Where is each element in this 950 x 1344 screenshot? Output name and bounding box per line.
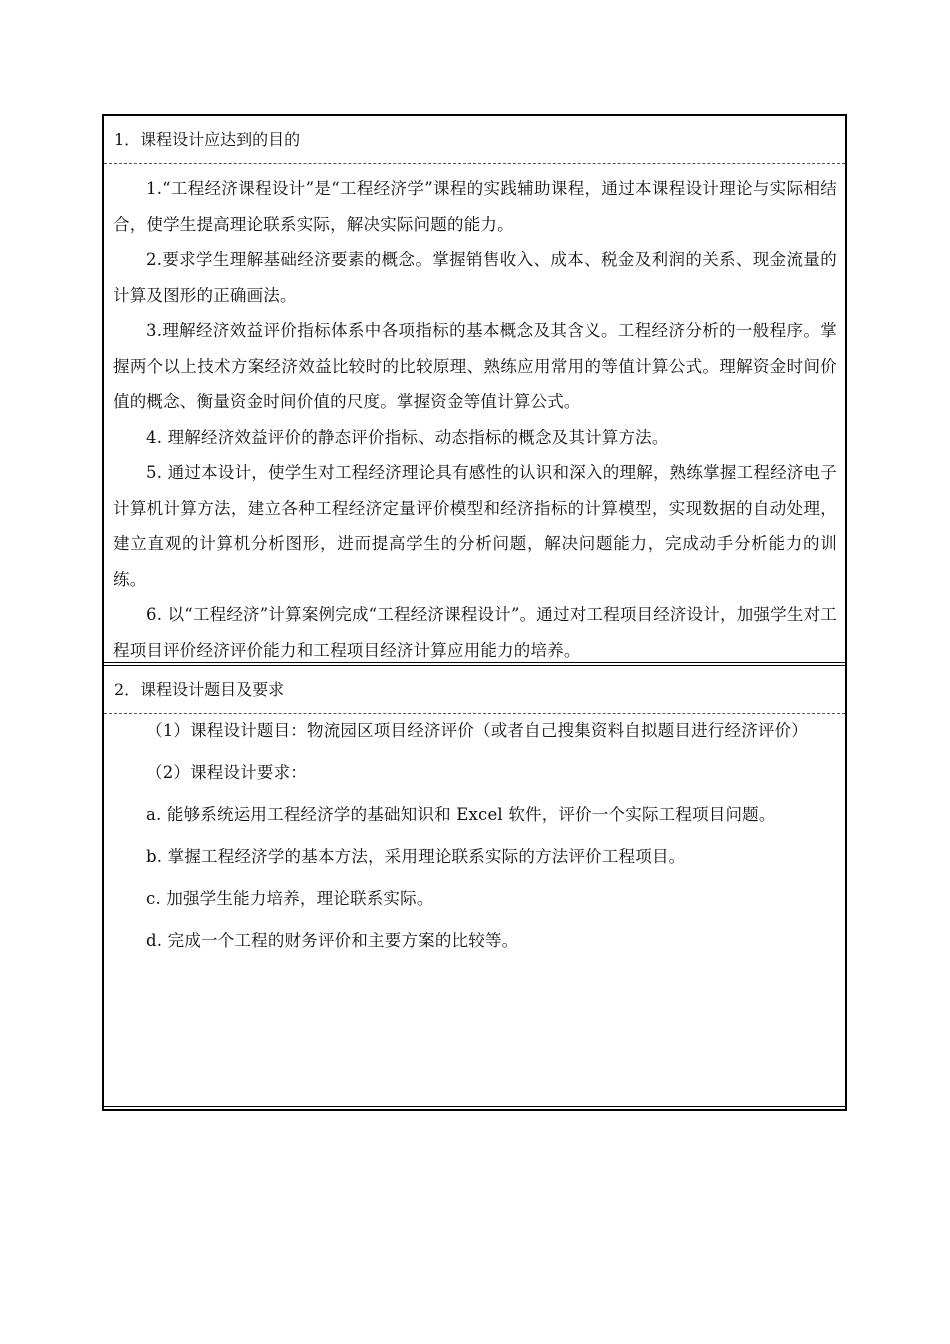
- objective-paragraph-4: 4. 理解经济效益评价的静态评价指标、动态指标的概念及其计算方法。: [146, 427, 669, 447]
- requirements-title: （2）课程设计要求：: [146, 763, 307, 782]
- objective-paragraph-1: 1.“工程经济课程设计”是“工程经济学”课程的实践辅助课程，通过本课程设计理论与实际相结合，使学生提高理论联系实际，解决实际问题的能力。: [113, 179, 837, 234]
- section-heading-topic: 2．课程设计题目及要求: [104, 666, 845, 714]
- requirement-c: c. 加强学生能力培养，理论联系实际。: [146, 889, 434, 908]
- objective-paragraph-2: 2.要求学生理解基础经济要素的概念。掌握销售收入、成本、税金及利润的关系、现金流量的计算及图形的正确画法。: [113, 250, 837, 305]
- objective-paragraph-6: 6. 以“工程经济”计算案例完成“工程经济课程设计”。通过对工程项目经济设计，加强学生对工程项目评价经济评价能力和工程项目经济计算应用能力的培养。: [113, 605, 837, 660]
- requirement-b: b. 掌握工程经济学的基本方法，采用理论联系实际的方法评价工程项目。: [146, 847, 686, 866]
- section-objectives: [104, 116, 845, 662]
- objectives-body: [104, 164, 845, 668]
- objective-paragraph-3: 3.理解经济效益评价指标体系中各项指标的基本概念及其含义。工程经济分析的一般程序。掌握两个以上技术方案经济效益比较时的比较原理、熟练应用常用的等值计算公式。理解资金时间价值的概念、衡量资金时间价值的尺度。掌握资金等值计算公式。: [113, 321, 837, 411]
- design-topic: （1）课程设计题目：物流园区项目经济评价（或者自己搜集资料自拟题目进行经济评价）: [146, 721, 808, 740]
- bottom-rule: [104, 1106, 845, 1109]
- course-design-form: [102, 114, 847, 1111]
- section-heading-objectives: 1．课程设计应达到的目的: [104, 116, 845, 164]
- section-topic-requirements: [104, 666, 845, 1106]
- topic-body: [104, 714, 845, 958]
- objective-paragraph-5: 5. 通过本设计，使学生对工程经济理论具有感性的认识和深入的理解，熟练掌握工程经济电子计算机计算方法，建立各种工程经济定量评价模型和经济指标的计算模型，实现数据的自动处理，建立直观的计算机分析图形，进而提高学生的分析问题，解决问题能力，完成动手分析能力的训练。: [113, 463, 837, 589]
- requirement-a: a. 能够系统运用工程经济学的基础知识和 Excel 软件，评价一个实际工程项目问题。: [146, 805, 776, 824]
- requirement-d: d. 完成一个工程的财务评价和主要方案的比较等。: [146, 931, 519, 950]
